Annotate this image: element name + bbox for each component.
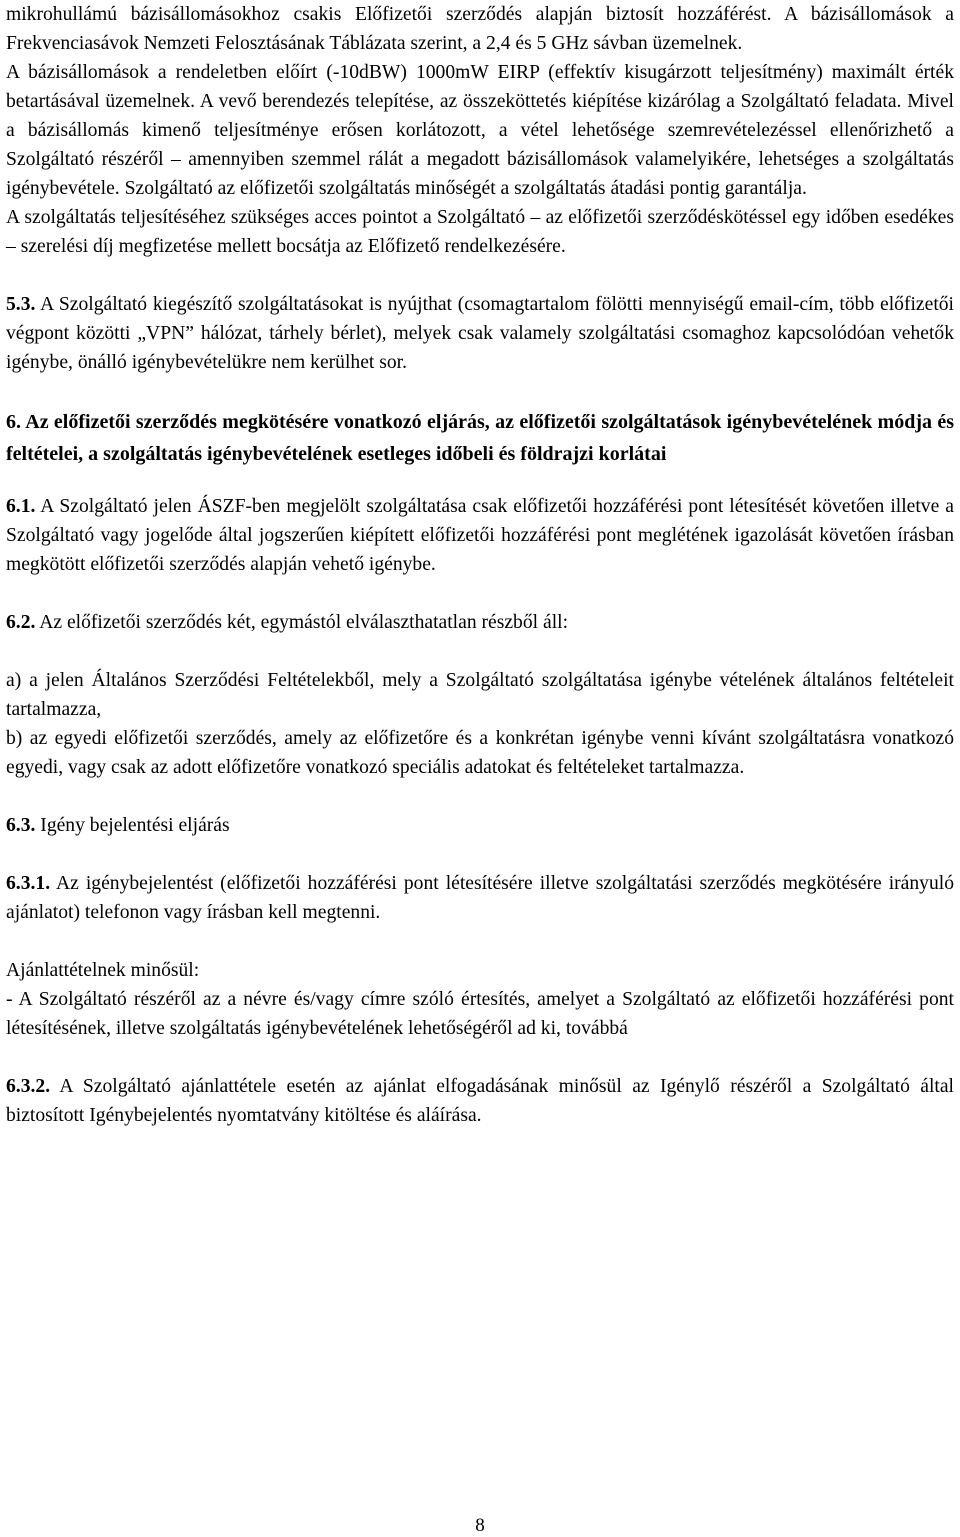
- section-6-3-1: [6, 869, 954, 927]
- paragraph-intro-2: A bázisállomások a rendeletben előírt (-10dBW) 1000mW EIRP (effektív kisugárzott teljesítmény) maximált érték betartásával üzemelnek. A vevő berendezés telepítése, az összeköttetés kiépítése kizárólag a Szolgáltató feladata. Mivel a bázisállomás kimenő teljesítménye erősen korlátozott, a vétel lehetősége szemrevételezéssel ellenőrizhető a Szolgáltató részéről – amennyiben szemmel rálát a megadott bázisállomások valamelyikére, lehetséges a szolgáltatás igénybevétele. Szolgáltató az előfizetői szolgáltatás minőségét a szolgáltatás átadási pontig garantálja.: [6, 62, 954, 199]
- section-text: Az előfizetői szerződés két, egymástól elválaszthatatlan részből áll:: [35, 612, 569, 633]
- section-text: Az igénybejelentést (előfizetői hozzáférési pont létesítésére illetve szolgáltatási szerződés megkötésére irányuló ajánlatot) telefonon vagy írásban kell megtenni.: [6, 873, 954, 923]
- section-number: 6.3.1.: [6, 873, 51, 894]
- section-6-3-2: [6, 1072, 954, 1130]
- section-number: 6.3.2.: [6, 1076, 51, 1097]
- section-6-heading: 6. Az előfizetői szerződés megkötésére vonatkozó eljárás, az előfizetői szolgáltatások igénybevételének módja és feltételei, a szolgáltatás igénybevételének esetleges időbeli és földrajzi korlátai: [6, 411, 954, 465]
- section-text: A Szolgáltató jelen ÁSZF-ben megjelölt szolgáltatása csak előfizetői hozzáférési pont létesítését követően illetve a Szolgáltató vagy jogelőde által jogszerűen kiépített előfizetői hozzáférési pont meglétének igazolását követően írásban megkötött előfizetői szerződés alapján vehető igénybe.: [6, 496, 954, 575]
- list-item-a: a) a jelen Általános Szerződési Feltételekből, mely a Szolgáltató szolgáltatása igénybe vételének általános feltételeit tartalmazza,: [6, 670, 954, 720]
- section-number: 6.3.: [6, 815, 36, 836]
- section-text: Igény bejelentési eljárás: [35, 815, 230, 836]
- section-number: 5.3.: [6, 294, 36, 315]
- offer-item: - A Szolgáltató részéről az a névre és/vagy címre szóló értesítés, amelyet a Szolgáltató az előfizetői hozzáférési pont létesítésének, illetve szolgáltatás igénybevételének lehetőségéről ad ki, továbbá: [6, 989, 954, 1039]
- section-6-3: [6, 811, 954, 840]
- section-5-3: [6, 290, 954, 377]
- document-page: [6, 0, 954, 1130]
- page-number: 8: [475, 1515, 485, 1536]
- paragraph-intro-3: A szolgáltatás teljesítéséhez szükséges acces pointot a Szolgáltató – az előfizetői szerződéskötéssel egy időben esedékes – szerelési díj megfizetése mellett bocsátja az Előfizető rendelkezésére.: [6, 207, 954, 257]
- section-number: 6.1.: [6, 496, 36, 517]
- section-text: A Szolgáltató ajánlattétele esetén az ajánlat elfogadásának minősül az Igénylő részéről a Szolgáltató által biztosított Igénybejelentés nyomtatvány kitöltése és aláírása.: [6, 1076, 954, 1126]
- offer-title: Ajánlattételnek minősül:: [6, 960, 200, 981]
- section-number: 6.2.: [6, 612, 36, 633]
- section-6-2: [6, 608, 954, 637]
- section-6-1: [6, 492, 954, 579]
- paragraph-intro-1: mikrohullámú bázisállomásokhoz csakis Előfizetői szerződés alapján biztosít hozzáférést. A bázisállomások a Frekvenciasávok Nemzeti Felosztásának Táblázata szerint, a 2,4 és 5 GHz sávban üzemelnek.: [6, 4, 954, 54]
- section-text: A Szolgáltató kiegészítő szolgáltatásokat is nyújthat (csomagtartalom fölötti mennyiségű email-cím, több előfizetői végpont közötti „VPN” hálózat, tárhely bérlet), melyek csak valamely szolgáltatási csomaghoz kapcsolódóan vehetők igénybe, önálló igénybevételükre nem kerülhet sor.: [6, 294, 954, 373]
- list-item-b: b) az egyedi előfizetői szerződés, amely az előfizetőre és a konkrétan igénybe venni kívánt szolgáltatásra vonatkozó egyedi, vagy csak az adott előfizetőre vonatkozó speciális adatokat és feltételeket tartalmazza.: [6, 728, 954, 778]
